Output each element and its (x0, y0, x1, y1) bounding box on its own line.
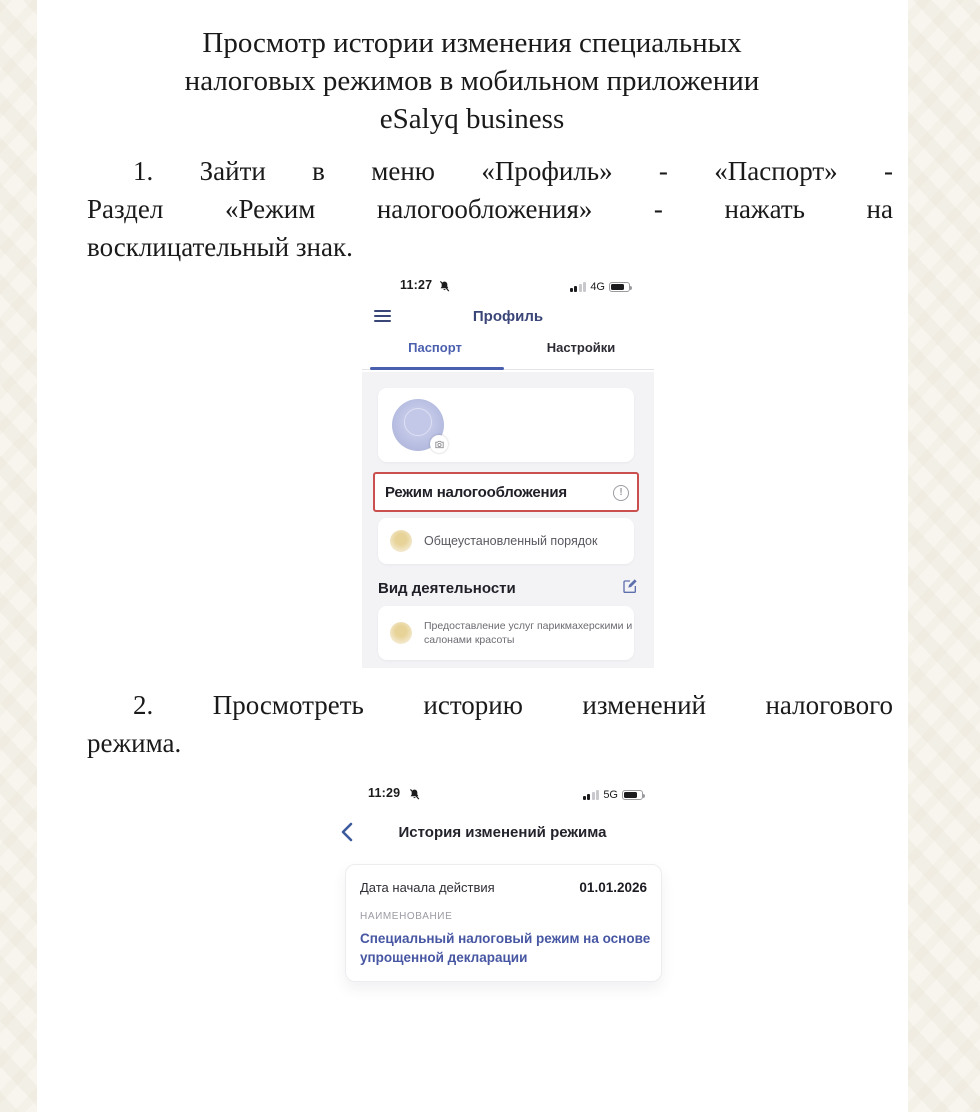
step-2-line: 2. Просмотреть историю изменений налогового (133, 690, 893, 720)
avatar-emblem (404, 408, 432, 436)
tab-passport[interactable]: Паспорт (408, 340, 462, 355)
camera-icon[interactable] (430, 435, 448, 453)
date-row (360, 880, 647, 895)
status-right-cluster (583, 789, 643, 801)
step-1-line: 1. Зайти в меню «Профиль» - «Паспорт» - (133, 156, 893, 186)
step-1-line: Раздел «Режим налогообложения» - нажать на (87, 194, 893, 224)
screen-title: История изменений режима (398, 824, 607, 841)
history-record-card[interactable] (345, 864, 662, 982)
status-right-cluster (570, 281, 630, 293)
profile-body (362, 372, 654, 668)
status-time: 11:29 (368, 786, 401, 800)
regime-value: Общеустановленный порядок (424, 534, 598, 548)
battery-icon (622, 790, 643, 801)
step-1-line: восклицательный знак. (87, 232, 353, 262)
title-line: eSalyq business (379, 103, 565, 135)
edit-icon[interactable] (622, 578, 638, 599)
regime-value-card[interactable] (378, 518, 634, 564)
status-bar (362, 278, 654, 298)
active-tab-underline (370, 367, 504, 370)
status-time: 11:27 (400, 278, 433, 292)
name-field-value: Специальный налоговый режим на основе упрощенной декларации (360, 931, 651, 965)
exclamation-icon[interactable]: ! (613, 485, 629, 501)
network-label: 5G (603, 789, 618, 801)
step-2-line: режима. (87, 728, 182, 758)
signal-icon (570, 282, 587, 292)
network-label: 4G (590, 281, 605, 293)
activity-section-label: Вид деятельности (378, 580, 516, 597)
date-value: 01.01.2026 (579, 880, 647, 895)
screen-title: Профиль (472, 308, 544, 325)
phone-screenshot-profile (362, 270, 654, 668)
avatar[interactable] (392, 399, 444, 451)
step-1-paragraph (87, 152, 893, 266)
activity-section-row (378, 578, 638, 599)
regime-badge-icon (390, 530, 412, 552)
date-label: Дата начала действия (360, 880, 495, 895)
phone-screenshot-history (330, 778, 675, 998)
tab-bar (362, 340, 654, 364)
document-page (37, 0, 908, 1112)
title-line: Просмотр истории изменения специальных (202, 27, 742, 59)
activity-value: Предоставление услуг парикмахерскими и салонами красоты (424, 620, 633, 646)
activity-value-card[interactable] (378, 606, 634, 660)
title-line: налоговых режимов в мобильном приложении (184, 65, 760, 97)
document-title (97, 24, 847, 138)
bell-muted-icon (438, 280, 451, 298)
name-field-label: НАИМЕНОВАНИЕ (360, 911, 453, 922)
activity-badge-icon (390, 622, 412, 644)
battery-icon (609, 282, 630, 293)
bell-muted-icon (408, 788, 421, 806)
signal-icon (583, 790, 600, 800)
regime-section-label: Режим налогообложения (385, 483, 567, 501)
tab-settings[interactable]: Настройки (546, 340, 616, 355)
avatar-card (378, 388, 634, 462)
step-2-paragraph (87, 686, 893, 762)
regime-section-row[interactable] (373, 472, 639, 512)
status-bar (330, 786, 675, 806)
